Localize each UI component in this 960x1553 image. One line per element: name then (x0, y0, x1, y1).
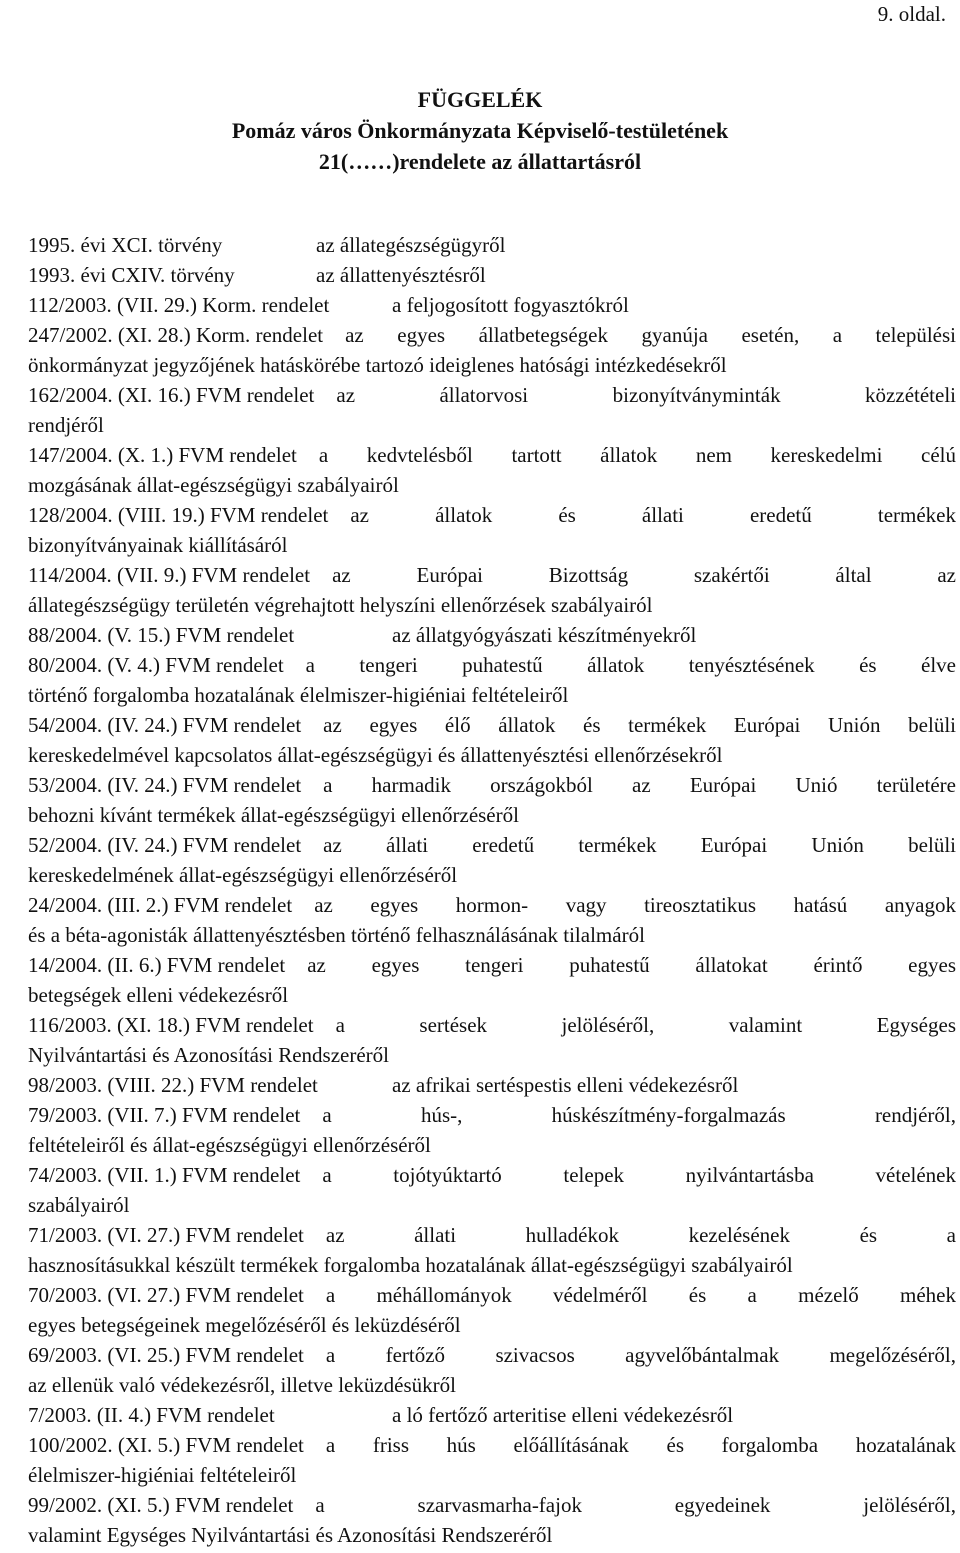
law-title: a harmadik országokból az Európai Unió területére (323, 773, 956, 797)
law-title-continued: Nyilvántartási és Azonosítási Rendszeréről (28, 1043, 389, 1067)
law-reference: 247/2002. (XI. 28.) Korm. rendelet (28, 323, 324, 347)
law-entry (28, 770, 956, 830)
law-entry (28, 650, 956, 710)
law-title: az egyes tengeri puhatestű állatokat érintő egyes (307, 953, 956, 977)
law-reference: 7/2003. (II. 4.) FVM rendelet (28, 1403, 275, 1427)
law-title: a szarvasmarha-fajok egyedeinek jelöléséről, (315, 1493, 956, 1517)
document-heading (0, 84, 960, 177)
heading-appendix: FÜGGELÉK (417, 87, 543, 112)
law-entry (28, 440, 956, 500)
law-title-continued: kereskedelmének állat-egészségügyi ellenőrzéséről (28, 863, 458, 887)
law-title: a méhállományok védelméről és a mézelő méhek (325, 1283, 956, 1307)
law-entry (28, 1490, 956, 1550)
law-entry (28, 290, 956, 320)
law-title-continued: bizonyítványainak kiállításáról (28, 533, 288, 557)
law-entry (28, 260, 956, 290)
law-title-continued: kereskedelmével kapcsolatos állat-egészségügyi és állattenyésztési ellenőrzésekről (28, 743, 723, 767)
law-title: a hús-, húskészítmény-forgalmazás rendjéről, (322, 1103, 956, 1127)
law-list (28, 230, 956, 1550)
law-reference: 114/2004. (VII. 9.) FVM rendelet (28, 563, 311, 587)
heading-decree: 21(……)rendelete az állattartásról (318, 149, 642, 174)
law-reference: 54/2004. (IV. 24.) FVM rendelet (28, 713, 302, 737)
law-reference: 1993. évi CXIV. törvény (28, 263, 235, 287)
heading-council: Pomáz város Önkormányzata Képviselő-testületének (231, 118, 729, 143)
law-title: az állati hulladékok kezelésének és a (325, 1223, 956, 1247)
law-title-continued: valamint Egységes Nyilvántartási és Azonosítási Rendszeréről (28, 1523, 553, 1547)
law-entry (28, 620, 956, 650)
law-title: a feljogosított fogyasztókról (392, 293, 629, 317)
law-title-continued: önkormányzat jegyzőjének hatáskörébe tartozó ideiglenes hatósági intézkedésekről (28, 353, 727, 377)
law-reference: 24/2004. (III. 2.) FVM rendelet (28, 893, 293, 917)
law-reference: 88/2004. (V. 15.) FVM rendelet (28, 623, 295, 647)
law-entry (28, 830, 956, 890)
law-entry (28, 1220, 956, 1280)
law-title-continued: betegségek elleni védekezésről (28, 983, 289, 1007)
law-entry (28, 1400, 956, 1430)
law-reference: 128/2004. (VIII. 19.) FVM rendelet (28, 503, 329, 527)
law-entry (28, 380, 956, 440)
law-title-continued: szabályairól (28, 1193, 130, 1217)
law-entry (28, 560, 956, 620)
law-reference: 80/2004. (V. 4.) FVM rendelet (28, 653, 284, 677)
law-title-continued: az ellenük való védekezésről, illetve leküzdésükről (28, 1373, 456, 1397)
law-title: a friss hús előállításának és forgalomba hozatalának (325, 1433, 956, 1457)
law-title: a kedvtelésből tartott állatok nem kereskedelmi célú (318, 443, 956, 467)
law-reference: 162/2004. (XI. 16.) FVM rendelet (28, 383, 315, 407)
law-reference: 116/2003. (XI. 18.) FVM rendelet (28, 1013, 314, 1037)
law-title: az Európai Bizottság szakértői által az (332, 563, 956, 587)
law-entry (28, 1280, 956, 1340)
law-entry (28, 1430, 956, 1490)
law-reference: 98/2003. (VIII. 22.) FVM rendelet (28, 1073, 318, 1097)
law-title: a ló fertőző arteritise elleni védekezésről (392, 1403, 734, 1427)
law-reference: 69/2003. (VI. 25.) FVM rendelet (28, 1343, 304, 1367)
law-entry (28, 500, 956, 560)
law-reference: 53/2004. (IV. 24.) FVM rendelet (28, 773, 302, 797)
law-title: a tengeri puhatestű állatok tenyésztésének és élve (305, 653, 956, 677)
law-entry (28, 1340, 956, 1400)
law-reference: 99/2002. (XI. 5.) FVM rendelet (28, 1493, 294, 1517)
law-title: a tojótyúktartó telepek nyilvántartásba vételének (322, 1163, 956, 1187)
law-title-continued: és a béta-agonisták állattenyésztésben történő felhasználásának tilalmáról (28, 923, 645, 947)
law-entry (28, 1160, 956, 1220)
law-title-continued: történő forgalomba hozatalának élelmiszer-higiéniai feltételeiről (28, 683, 569, 707)
law-title: az egyes élő állatok és termékek Európai Unión belüli (323, 713, 956, 737)
law-entry (28, 320, 956, 380)
law-reference: 147/2004. (X. 1.) FVM rendelet (28, 443, 297, 467)
law-reference: 1995. évi XCI. törvény (28, 233, 223, 257)
page-number: 9. oldal. (877, 2, 946, 26)
law-title: az állatok és állati eredetű termékek (350, 503, 956, 527)
law-entry (28, 1100, 956, 1160)
law-reference: 71/2003. (VI. 27.) FVM rendelet (28, 1223, 304, 1247)
law-reference: 100/2002. (XI. 5.) FVM rendelet (28, 1433, 304, 1457)
law-reference: 79/2003. (VII. 7.) FVM rendelet (28, 1103, 301, 1127)
law-title-continued: mozgásának állat-egészségügyi szabályairól (28, 473, 399, 497)
law-title: a fertőző szivacsos agyvelőbántalmak megelőzéséről, (325, 1343, 956, 1367)
law-entry (28, 1010, 956, 1070)
law-entry (28, 230, 956, 260)
law-reference: 70/2003. (VI. 27.) FVM rendelet (28, 1283, 304, 1307)
law-reference: 14/2004. (II. 6.) FVM rendelet (28, 953, 286, 977)
law-title: az egyes állatbetegségek gyanúja esetén, a települési (345, 323, 956, 347)
law-title-continued: feltételeiről és állat-egészségügyi ellenőrzéséről (28, 1133, 431, 1157)
law-entry (28, 710, 956, 770)
law-title-continued: élelmiszer-higiéniai feltételeiről (28, 1463, 297, 1487)
law-reference: 112/2003. (VII. 29.) Korm. rendelet (28, 293, 330, 317)
law-title-continued: hasznosításukkal készült termékek forgalomba hozatalának állat-egészségügyi szabályairól (28, 1253, 793, 1277)
law-title: az állati eredetű termékek Európai Unión belüli (323, 833, 956, 857)
law-entry (28, 890, 956, 950)
law-title: az állategészségügyről (316, 233, 506, 257)
law-title: az egyes hormon- vagy tireosztatikus hatású anyagok (314, 893, 956, 917)
law-title-continued: állategészségügy területén végrehajtott helyszíni ellenőrzések szabályairól (28, 593, 653, 617)
law-reference: 52/2004. (IV. 24.) FVM rendelet (28, 833, 302, 857)
law-title-continued: behozni kívánt termékek állat-egészségügyi ellenőrzéséről (28, 803, 519, 827)
law-title: az afrikai sertéspestis elleni védekezésről (392, 1073, 739, 1097)
law-entry (28, 950, 956, 1010)
law-title: az állatgyógyászati készítményekről (392, 623, 697, 647)
law-title-continued: egyes betegségeinek megelőzéséről és leküzdéséről (28, 1313, 461, 1337)
law-title: a sertések jelöléséről, valamint Egységes (335, 1013, 956, 1037)
law-entry (28, 1070, 956, 1100)
law-title: az állattenyésztésről (316, 263, 486, 287)
law-title: az állatorvosi bizonyítványminták közzétételi (336, 383, 956, 407)
law-title-continued: rendjéről (28, 413, 104, 437)
law-reference: 74/2003. (VII. 1.) FVM rendelet (28, 1163, 301, 1187)
